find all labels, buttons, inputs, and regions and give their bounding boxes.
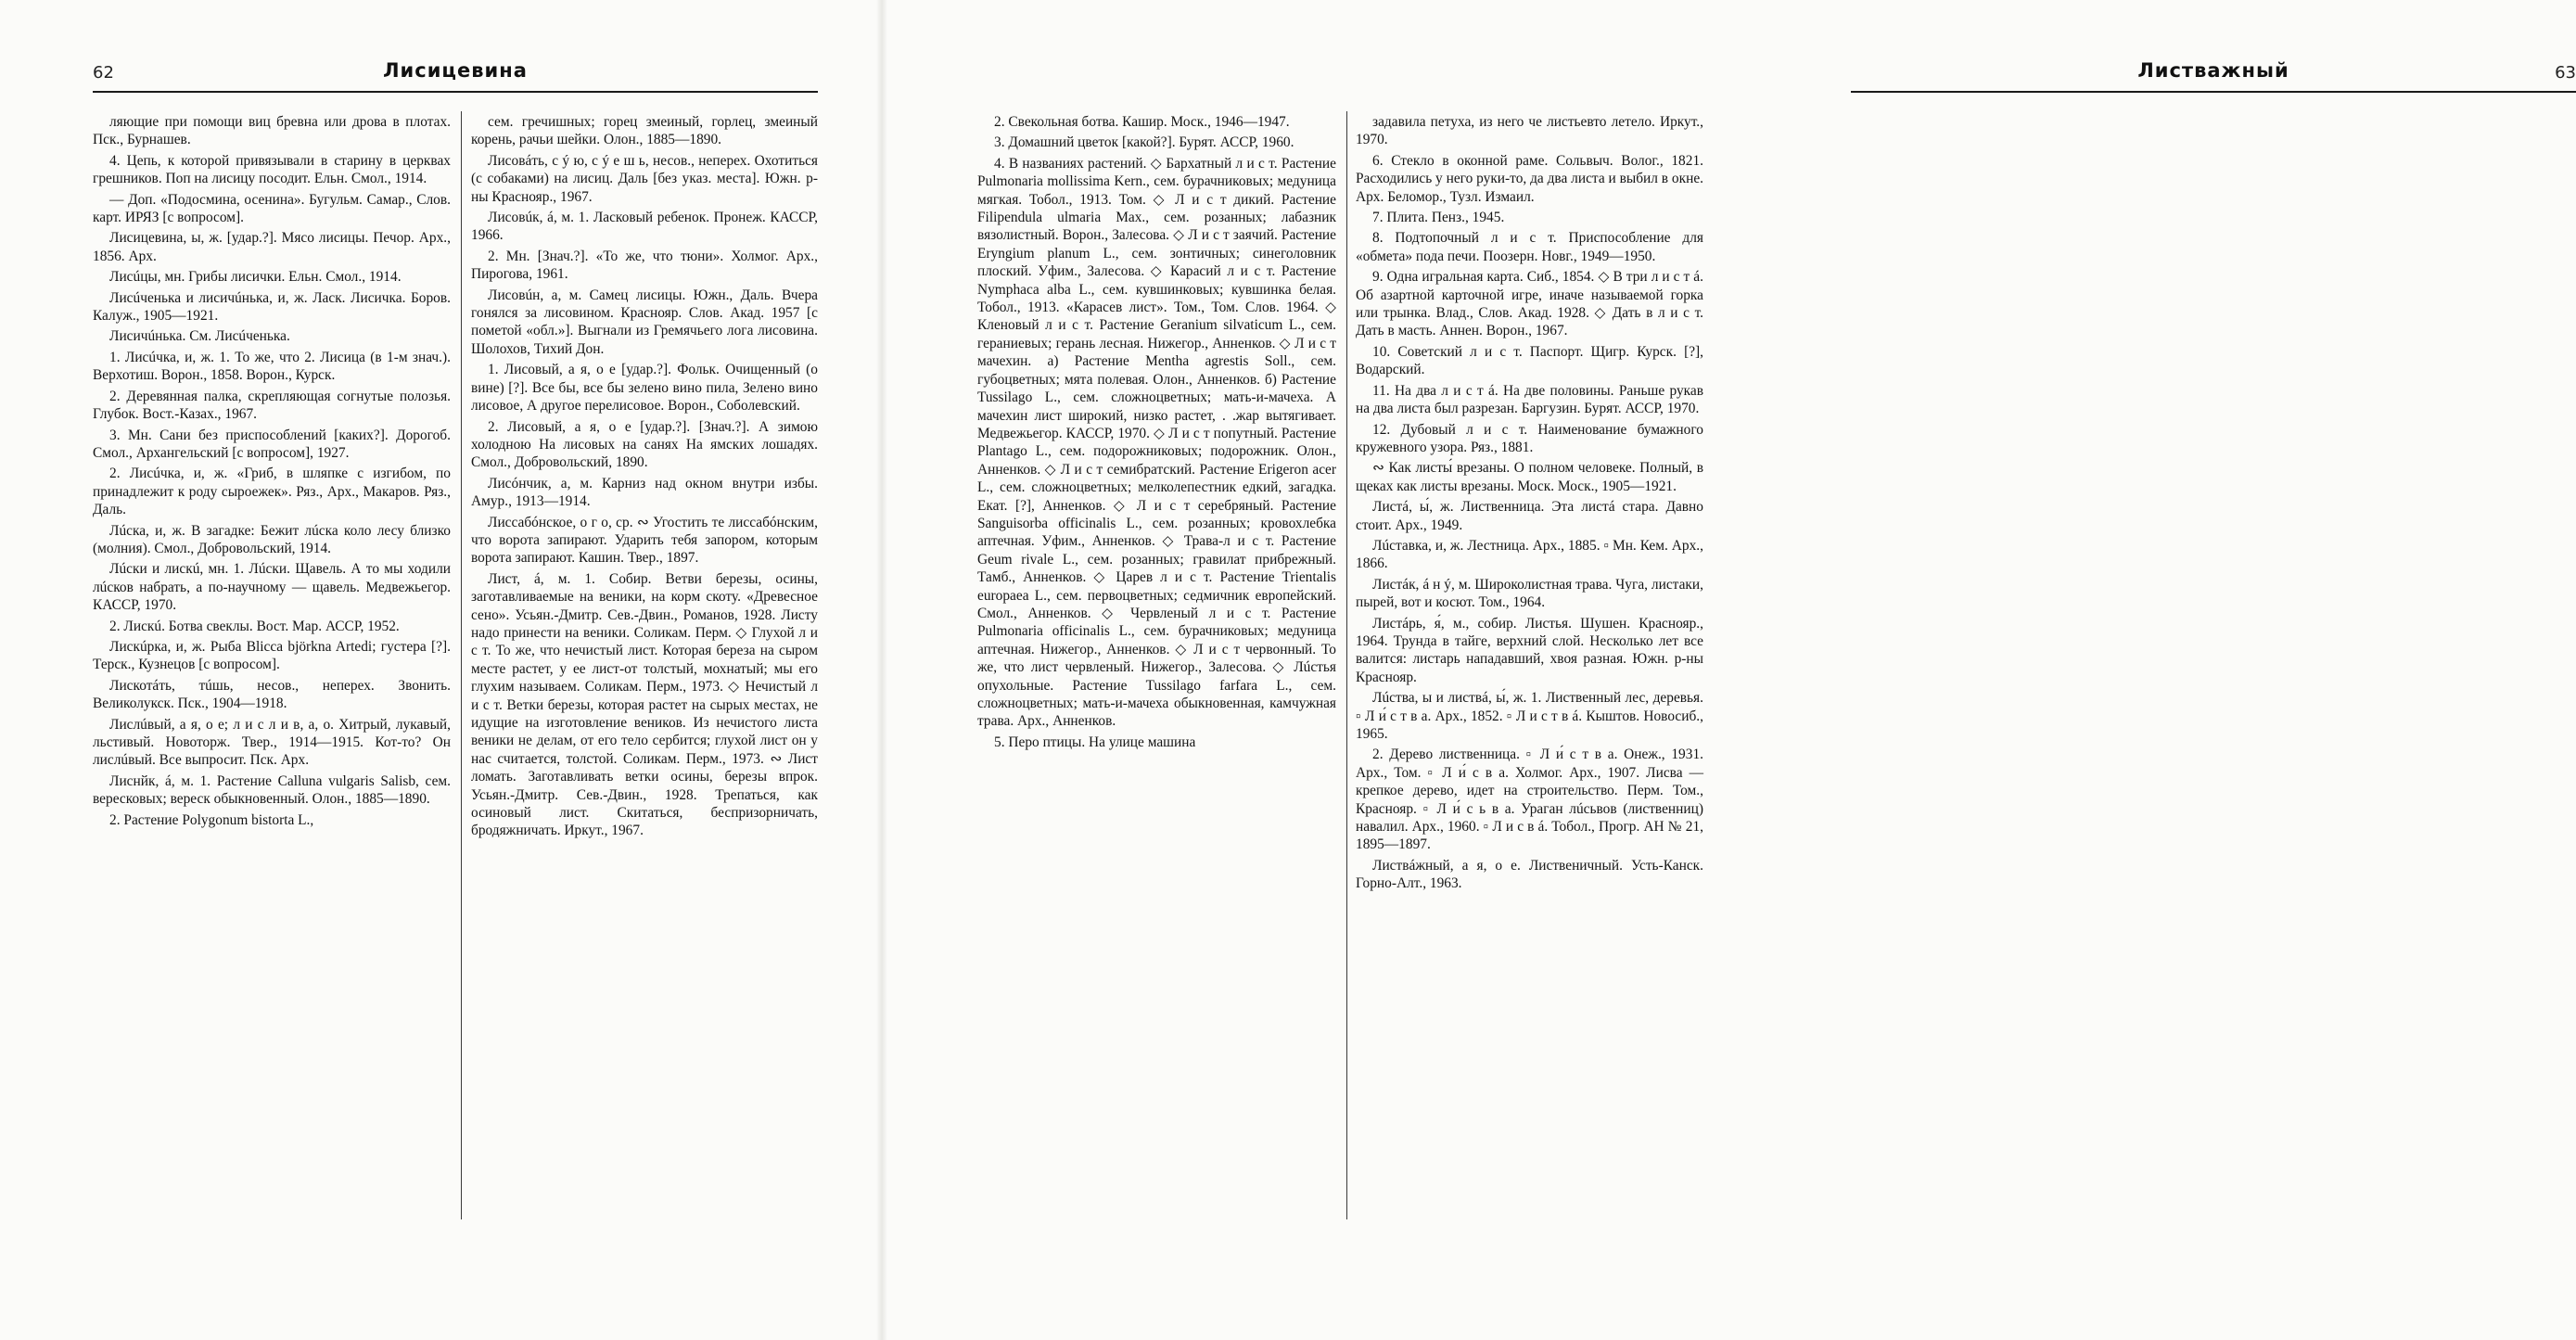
dictionary-entry: — Доп. «Подосмина, осенина». Бугульм. Самар., Слов. карт. ИРЯЗ [с вопросом]. (93, 191, 451, 226)
dictionary-entry: 5. Перо птицы. На улице машина (994, 734, 1196, 750)
dictionary-entry: 11. На два л и с т á. На две половины. Раньше рукав на два листа был разрезан. Баргузин. Бурят. АССР, 1970. (1356, 382, 1703, 417)
right-column-2 (1356, 113, 1703, 1319)
dictionary-entry: Листáрь, я́, м., собир. Листья. Шушен. Краснояр., 1964. Трунда в тайге, верхний слой. Несколько лет все валится: листарь нападавший, хвоя разная. Южн. р-ны Краснояр. (1356, 615, 1703, 685)
right-page-number: 63 (2555, 63, 2576, 83)
right-page (882, 0, 2576, 1340)
dictionary-entry: 4. В названиях растений. ◇ Бархатный л и с т. Растение Pulmonaria mollissima Kern., сем. бурачниковых; медуница мягкая. Тобол., 1913. Том. ◇ Л и с т дикий. Растение Filipendula ulmaria Max., сем. розанных; лабазник вязолистный. Ворон., Залесова. ◇ Л и с т заячий. Растение Eryngium planum L., сем. зонтичных; синеголовник плоский. Уфим., Залесова. ◇ Карасий л и с т. Растение Nymphaca alba L., сем. кувшинковых; кувшинка белая. Тобол., 1913. «Карасев лист». Том., Том. Слов. 1964. ◇ Кленовый л и с т. Растение Geranium silvaticum L., сем. гераниевых; герань лесная. Нижегор., Анненков. ◇ Л и с т мачехин. а) Растение Mentha agrestis Soll., сем. губоцветных; мята полевая. Олон., Анненков. б) Растение Tussilago L., сем. сложноцветных; мать-и-мачеха. А мачехин лист широкий, низко растет, . .жар вытягивает. Медвежьегор. КАССР, 1970. ◇ Л и с т попутный. Растение Plantago L., сем. подорожниковых; подорожник. Олон., Анненков. ◇ Л и с т семибратский. Растение Erigeron acer L., сем. сложноцветных; мелколепестник едкий, загадка. Екат. [?], Анненков. ◇ Л и с т серебряный. Растение Sanguisorba officinalis L., сем. розанных; кровохлебка аптечная. Уфим., Анненков. ◇ Трава-л и с т. Растение Geum rivale L., сем. розанных; гравилат прибрежный. Тамб., Анненков. ◇ Царев л и с т. Растение Trientalis europaea L., сем. первоцветных; седмичник европейский. Смол., Анненков. ◇ Червленый л и с т. Растение Pulmonaria officinalis L., сем. бурачниковых; медуница аптечная. Нижегор., Анненков. ◇ Л и с т червонный. То же, что лист червленый. Нижегор., Залесова. ◇ Лúстья опухольные. Растение Tussilago farfara L., сем. сложноцветных; мать-и-мачеха обыкновенная, камчужная трава. Арх., Анненков. (977, 155, 1336, 730)
left-running-head (93, 59, 818, 93)
dictionary-entry: Лúства, ы и листвá, ы́, ж. 1. Лиственный лес, деревья. ▫ Л и́ с т в а. Арх., 1852. ▫ Л и с т в á. Кыштов. Новосиб., 1965. (1356, 690, 1703, 742)
dictionary-entry: 2. Лисовый, а я, о е [удар.?]. [Знач.?]. А зимою холодною На лисовых на санях На ямских лошадях. Смол., Добровольский, 1890. (471, 418, 818, 471)
dictionary-entry: 2. Свекольная ботва. Кашир. Моск., 1946—1947. (994, 114, 1290, 130)
left-column-1 (93, 113, 451, 1319)
dictionary-entry: сем. гречишных; горец змеиный, горлец, змеиный корень, рачьи шейки. Олон., 1885—1890. (471, 114, 818, 148)
column-divider (1346, 111, 1347, 1219)
left-headword: Лисицевина (383, 59, 528, 82)
dictionary-entry: 8. Подтопочный л и с т. Приспособление для «обмета» пода печи. Поозерн. Новг., 1949—1950. (1356, 230, 1703, 264)
dictionary-entry: Лисúченька и лисичúнька, и, ж. Ласк. Лисичка. Боров. Калуж., 1905—1921. (93, 289, 451, 325)
dictionary-entry: 1. Лисúчка, и, ж. 1. То же, что 2. Лисица (в 1-м знач.). Верхотиш. Ворон., 1858. Ворон., Курск. (93, 349, 451, 384)
dictionary-entry: Лискотáть, тúшь, несов., неперех. Звонить. Великолукск. Пск., 1904—1918. (93, 677, 451, 712)
dictionary-entry: Лислúвый, а я, о е; л и с л и в, а, о. Хитрый, лукавый, льстивый. Новоторж. Твер., 1914—1915. Кот-то? Он лислúвый. Все выпросит. Пск. Арх. (93, 716, 451, 769)
dictionary-entry: ∾ Как листы́ врезаны. О полном человеке. Полный, в щеках как листы врезаны. Моск. Моск., 1905—1921. (1356, 460, 1703, 494)
dictionary-entry: задавила петуха, из него че листьевто летело. Иркут., 1970. (1356, 114, 1703, 148)
dictionary-entry: Лисовúн, а, м. Самец лисицы. Южн., Даль. Вчера гонялся за лисовином. Краснояр. Слов. Акад. 1957 [с пометой «обл.»]. Выгнали из Гремячьего лога лисовина. Шолохов, Тихий Дон. (471, 287, 818, 357)
dictionary-entry: Лисовáть, с ý ю, с ý е ш ь, несов., неперех. Охотиться (с собаками) на лисиц. Даль [без указ. места]. Южн. р-ны Краснояр., 1967. (471, 152, 818, 205)
left-page-number: 62 (93, 63, 114, 83)
dictionary-entry: 3. Домашний цветок [какой?]. Бурят. АССР, 1960. (994, 134, 1294, 151)
dictionary-entry: Лúски и лискú, мн. 1. Лúски. Щавель. А то мы ходили лúсков набрать, а по-научному — щавель. Медвежьегор. КАССР, 1970. (93, 561, 451, 614)
dictionary-entry: Лúска, и, ж. В загадке: Бежит лúска коло лесу близко (молния). Смол., Добровольский, 1914. (93, 522, 451, 556)
right-running-head (1851, 59, 2576, 93)
right-headword: Листважный (2137, 59, 2289, 82)
dictionary-entry: 12. Дубовый л и с т. Наименование бумажного кружевного узора. Ряз., 1881. (1356, 421, 1703, 455)
dictionary-entry: Лисóнчик, а, м. Карниз над окном внутри избы. Амур., 1913—1914. (471, 475, 818, 510)
dictionary-entry: Лисицевина, ы, ж. [удар.?]. Мясо лисицы. Печор. Арх., 1856. Арх. (93, 230, 451, 264)
left-column-2 (471, 113, 818, 1319)
dictionary-entry: Листá, ы́, ж. Лиственница. Эта листá стара. Давно стоит. Арх., 1949. (1356, 499, 1703, 533)
dictionary-entry: 4. Цепь, к которой привязывали в старину в церквах грешников. Поп на лисицу посодит. Ельн. Смол., 1914. (93, 152, 451, 187)
right-column-1 (977, 113, 1336, 1319)
dictionary-entry: Лиснйк, á, м. 1. Растение Calluna vulgaris Salisb, сем. вересковых; вереск обыкновенный. Олон., 1885—1890. (93, 772, 451, 808)
dictionary-entry: Лискúрка, и, ж. Рыба Blicca björkna Artedi; густера [?]. Терск., Кузнецов [с вопросом]. (93, 638, 451, 673)
dictionary-entry: 2. Дерево лиственница. ▫ Л и́ с т в а. Онеж., 1931. Арх., Том. ▫ Л и́ с в а. Холмог. Арх., 1907. Лисва — крепкое дерево, идет на строительство. Перм. Том., Краснояр. ▫ Л и́ с ь в а. Ураган лúсьвов (лиственниц) навалил. Арх., 1960. ▫ Л и с в á. Тобол., Прогр. АН № 21, 1895—1897. (1356, 747, 1703, 853)
dictionary-entry: 1. Лисовый, а я, о е [удар.?]. Фольк. Очищенный (о вине) [?]. Все бы, все бы зелено вино пила, Зелено вино лисовое, А другое перелисовое. Ворон., Соболевский. (471, 362, 818, 415)
dictionary-entry: Листвáжный, а я, о е. Лиственичный. Усть-Канск. Горно-Алт., 1963. (1356, 857, 1703, 892)
dictionary-entry: 6. Стекло в оконной раме. Сольвыч. Волог., 1821. Расходились у него руки-то, да два листа и выбил в окне. Арх. Беломор., Тузл. Измаил. (1356, 152, 1703, 205)
dictionary-entry: 3. Мн. Сани без приспособлений [каких?]. Дорогоб. Смол., Архангельский [с вопросом], 1927. (93, 427, 451, 461)
dictionary-entry: 2. Лисúчка, и, ж. «Гриб, в шляпке с изгибом, по принадлежит к роду сыроежек». Ряз., Арх., Макаров. Ряз., Даль. (93, 466, 451, 518)
dictionary-entry: ляющие при помощи виц бревна или дрова в плотах. Пск., Бурнашев. (93, 114, 451, 148)
dictionary-entry: 2. Лискú. Ботва свеклы. Вост. Мар. АССР, 1952. (109, 618, 400, 634)
dictionary-entry: Лúставка, и, ж. Лестница. Арх., 1885. ▫ Мн. Кем. Арх., 1866. (1356, 537, 1703, 572)
dictionary-entry: 10. Советский л и с т. Паспорт. Щигр. Курск. [?], Водарский. (1356, 343, 1703, 378)
dictionary-entry: Лисúцы, мн. Грибы лисички. Ельн. Смол., 1914. (109, 269, 402, 286)
dictionary-entry: Лиссабóнское, о г о, ср. ∾ Угостить те лиссабóнским, что ворота запирают. Ударить тебя запором, которым ворота запирают. Кашин. Твер., 1897. (471, 514, 818, 567)
dictionary-entry: Лисовúк, á, м. 1. Ласковый ребенок. Пронеж. КАССР, 1966. (471, 210, 818, 244)
dictionary-entry: 2. Деревянная палка, скрепляющая согнутые полозья. Глубок. Вост.-Казах., 1967. (93, 388, 451, 423)
dictionary-entry: Листáк, á н ý, м. Широколистная трава. Чуга, листаки, пырей, вот и косют. Том., 1964. (1356, 576, 1703, 611)
dictionary-entry: Лисичúнька. См. Лисúченька. (109, 328, 290, 345)
left-page (0, 0, 882, 1340)
dictionary-entry: 7. Плита. Пенз., 1945. (1372, 210, 1505, 226)
dictionary-entry: 2. Мн. [Знач.?]. «То же, что тюни». Холмог. Арх., Пирогова, 1961. (471, 248, 818, 283)
dictionary-entry: Лист, á, м. 1. Собир. Ветви березы, осины, заготавливаемые на веники, на корм скоту. «Древесное сено». Усьян.-Дмитр. Сев.-Двин., Романов, 1928. Листу надо принести на веники. Соликам. Перм. ◇ Глухой л и с т. То же, что нечистый лист. Которая береза на сыром месте растет, у ее лист-от толстый, мохнатый; мы его глухим называем. Соликам. Перм., 1973. ◇ Нечистый л и с т. Ветки березы, которая растет на сырых местах, не идущие на изготовление веников. Из нечистого листа веники не делам, от его тело сербится; глухой лист он у нас считается, толстой. Соликам. Перм., 1973. ∾ Лист ломать. Заготавливать ветки осины, березы впрок. Усьян.-Дмитр. Сев.-Двин., 1928. Трепаться, как осиновый лист. Скитаться, беспризорничать, бродяжничать. Иркут., 1967. (471, 570, 818, 839)
column-divider (461, 111, 462, 1219)
dictionary-entry: 2. Растение Polygonum bistorta L., (109, 811, 314, 828)
dictionary-entry: 9. Одна игральная карта. Сиб., 1854. ◇ В три л и с т á. Об азартной карточной игре, иначе называемой горка или трынка. Влад., Слов. Акад. 1928. ◇ Дать в л и с т. Дать в масть. Аннен. Ворон., 1967. (1356, 269, 1703, 339)
